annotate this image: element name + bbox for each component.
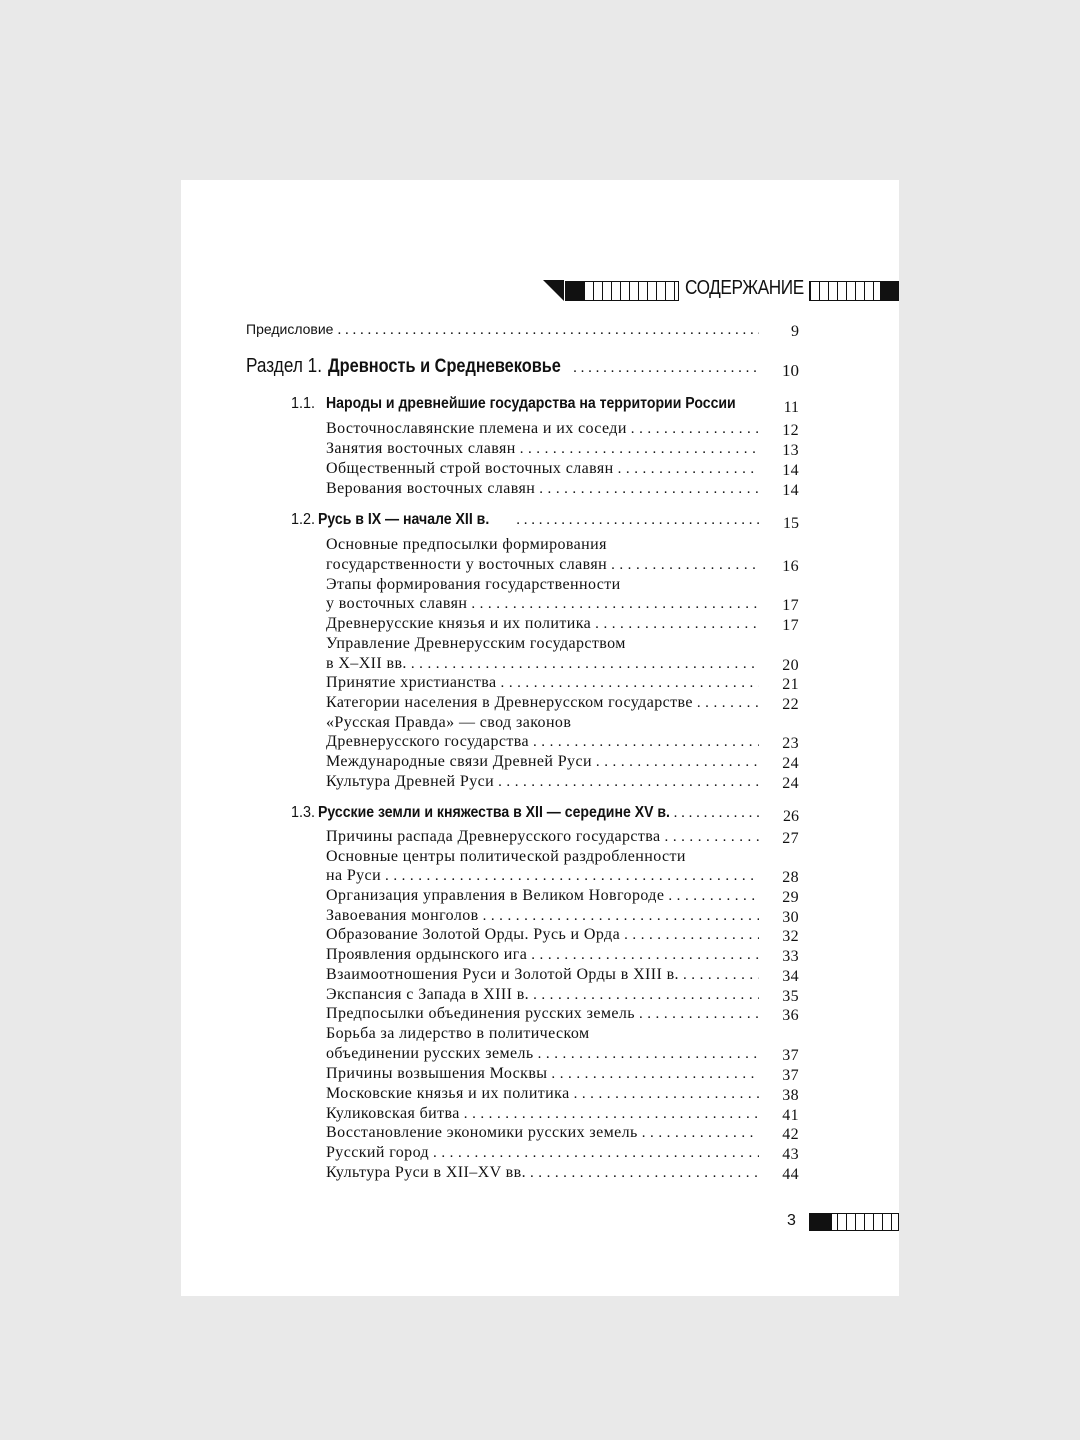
dot-leader [697, 695, 759, 712]
toc-entry-title: на Руси [326, 867, 382, 884]
toc-entry[interactable] [326, 1105, 799, 1125]
toc-page-number: 30 [782, 909, 799, 926]
dot-leader [631, 421, 759, 438]
toc-entry-title: Древнерусского государства [326, 733, 529, 750]
dot-leader [624, 927, 759, 944]
toc-entry[interactable] [326, 867, 799, 887]
toc-entry[interactable] [326, 1164, 799, 1184]
toc-page-number: 9 [791, 323, 799, 340]
header-left-bar-ornament [565, 281, 679, 301]
dot-leader [639, 1006, 759, 1023]
toc-page-number: 15 [783, 515, 799, 532]
dot-leader [385, 868, 759, 885]
toc-entry-line1[interactable]: Этапы формирования государственности [326, 576, 621, 593]
toc-entry[interactable] [326, 615, 799, 635]
page-header [543, 277, 899, 302]
dot-leader [531, 947, 759, 964]
toc-section-1-3[interactable] [291, 804, 799, 826]
toc-section-number: 1.2. [291, 511, 316, 528]
toc-page-number: 11 [783, 399, 799, 416]
dot-leader [516, 512, 759, 529]
toc-entry-line1[interactable]: Основные предпосылки формирования [326, 536, 607, 553]
toc-preface[interactable] [246, 321, 799, 341]
toc-page-number: 24 [782, 775, 799, 792]
toc-page-number: 42 [782, 1126, 799, 1143]
toc-entry-line1[interactable]: «Русская Правда» — свод законов [326, 714, 572, 731]
toc-page-number: 14 [782, 462, 799, 479]
toc-entry[interactable] [326, 460, 799, 480]
toc-entry-line1[interactable]: Управление Древнерусским государством [326, 635, 626, 652]
toc-entry-title: Категории населения в Древнерусском государстве [326, 694, 693, 711]
toc-entry[interactable] [326, 480, 799, 500]
toc-page-number: 37 [782, 1047, 799, 1064]
toc-entry-title: Культура Древней Руси [326, 773, 495, 790]
toc-page-number: 17 [782, 597, 799, 614]
toc-entry-title: объединении русских земель [326, 1045, 534, 1062]
toc-entry[interactable] [326, 1045, 799, 1065]
toc-entry-title: Образование Золотой Орды. Русь и Орда [326, 926, 621, 943]
toc-part-number: Раздел 1. [246, 355, 322, 377]
toc-page-number: 44 [782, 1166, 799, 1183]
toc-entry-title: Завоевания монголов [326, 907, 479, 924]
toc-entry[interactable] [326, 733, 799, 753]
toc-section-1-1[interactable] [291, 395, 799, 417]
toc-entry[interactable] [326, 1124, 799, 1144]
toc-page-number: 37 [782, 1067, 799, 1084]
toc-entry[interactable] [326, 753, 799, 773]
dot-leader [596, 754, 759, 771]
toc-entry-title: Восстановление экономики русских земель [326, 1124, 638, 1141]
dot-leader [618, 461, 759, 478]
dot-leader [574, 1086, 759, 1103]
toc-page-number: 16 [782, 558, 799, 575]
toc-entry-title: Восточнославянские племена и их соседи [326, 420, 627, 437]
toc-entry-title: Проявления ордынского ига [326, 946, 528, 963]
toc-page-number: 34 [782, 968, 799, 985]
toc-page-number: 21 [782, 676, 799, 693]
toc-page-number: 20 [782, 657, 799, 674]
toc-page-number: 24 [782, 755, 799, 772]
dot-leader [433, 1145, 759, 1162]
toc-entry[interactable] [326, 966, 799, 986]
toc-section-number: 1.1. [291, 395, 316, 412]
toc-page-number: 13 [782, 442, 799, 459]
toc-entry-title: Верования восточных славян [326, 480, 536, 497]
toc-entry[interactable] [326, 440, 799, 460]
toc-entry-title: государственности у восточных славян [326, 556, 608, 573]
page-footer [787, 1212, 899, 1232]
toc-entry-title: Предпосылки объединения русских земель [326, 1005, 635, 1022]
dot-leader [573, 360, 759, 377]
toc-entry-line1[interactable]: Борьба за лидерство в политическом [326, 1025, 590, 1042]
dot-leader [551, 1066, 759, 1083]
toc-entry-title: Принятие христианства [326, 674, 497, 691]
dot-leader [411, 656, 759, 673]
toc-entry[interactable] [326, 595, 799, 615]
toc-page-number: 26 [783, 808, 799, 825]
toc-part-1[interactable] [246, 355, 799, 381]
toc-page-number: 29 [782, 889, 799, 906]
toc-entry-title: Русский город [326, 1144, 430, 1161]
dot-leader [530, 1165, 759, 1182]
toc-entry-title: Международные связи Древней Руси [326, 753, 592, 770]
toc-section-title: Русь в IX — начале XII в. [317, 511, 489, 528]
toc-entry-title: у восточных славян [326, 595, 468, 612]
dot-leader [533, 987, 759, 1004]
toc-page-number: 38 [782, 1087, 799, 1104]
toc-part-title: Древность и Средневековье [328, 356, 562, 377]
toc-page-number: 28 [782, 869, 799, 886]
dot-leader [668, 888, 759, 905]
footer-bar-ornament [809, 1213, 899, 1231]
toc-page-number: 14 [782, 482, 799, 499]
dot-leader [642, 1125, 759, 1142]
toc-entry[interactable] [326, 420, 799, 440]
toc-entry-title: Взаимоотношения Руси и Золотой Орды в XIII в. [326, 966, 679, 983]
toc-preface-label: Предисловие [246, 321, 334, 337]
toc-entry-title: Московские князья и их политика [326, 1085, 570, 1102]
toc-entry-title: Занятия восточных славян [326, 440, 516, 457]
toc-entry[interactable] [326, 907, 799, 927]
toc-entry[interactable] [326, 773, 799, 793]
toc-entry-title: Причины распада Древнерусского государства [326, 828, 661, 845]
dot-leader [674, 805, 759, 822]
dot-leader [337, 322, 759, 339]
dot-leader [611, 557, 759, 574]
toc-page-number: 32 [782, 928, 799, 945]
toc-page-number: 36 [782, 1007, 799, 1024]
toc-section-number: 1.3. [291, 804, 316, 821]
dot-leader [665, 829, 759, 846]
toc-entry-title: в X–XII вв. [326, 655, 407, 672]
toc-entry[interactable] [326, 674, 799, 694]
toc-entry[interactable] [326, 1085, 799, 1105]
dot-leader [595, 616, 759, 633]
book-page [181, 180, 899, 1296]
toc-entry-title: Древнерусские князья и их политика [326, 615, 592, 632]
dot-leader [501, 675, 759, 692]
toc-entry-title: Причины возвышения Москвы [326, 1065, 548, 1082]
dot-leader [483, 908, 759, 925]
toc-page-number: 27 [782, 830, 799, 847]
toc-page-number: 23 [782, 735, 799, 752]
toc-page-number: 43 [782, 1146, 799, 1163]
toc-entry[interactable] [326, 946, 799, 966]
toc-entry[interactable] [326, 694, 799, 714]
page-title: СОДЕРЖАНИЕ [685, 277, 804, 299]
header-right-bar-ornament [809, 281, 899, 301]
toc-page-number: 10 [782, 361, 799, 380]
toc-section-1-2[interactable] [291, 511, 799, 533]
toc-page-number: 33 [782, 948, 799, 965]
toc-entry[interactable] [326, 1144, 799, 1164]
toc-entry[interactable] [326, 887, 799, 907]
toc-entry[interactable] [326, 655, 799, 675]
dot-leader [498, 774, 759, 791]
toc-entry-title: Общественный строй восточных славян [326, 460, 614, 477]
toc-page-number: 35 [782, 988, 799, 1005]
toc-page-number: 41 [782, 1107, 799, 1124]
dot-leader [464, 1106, 759, 1123]
toc-entry-title: Организация управления в Великом Новгороде [326, 887, 665, 904]
toc-page-number: 12 [782, 422, 799, 439]
toc-entry[interactable] [326, 828, 799, 848]
dot-leader [533, 734, 759, 751]
dot-leader [683, 967, 759, 984]
dot-leader [539, 481, 759, 498]
toc-entry-line1[interactable]: Основные центры политической раздробленности [326, 848, 686, 865]
toc-entry-title: Куликовская битва [326, 1105, 460, 1122]
header-triangle-ornament [543, 280, 564, 301]
dot-leader [538, 1046, 759, 1063]
toc-entry[interactable] [326, 1005, 799, 1025]
dot-leader [471, 596, 759, 613]
toc-entry[interactable] [326, 556, 799, 576]
toc-entry-title: Культура Руси в XII–XV вв. [326, 1164, 526, 1181]
toc-page-number: 17 [782, 617, 799, 634]
toc-page-number: 22 [782, 696, 799, 713]
toc-section-title: Народы и древнейшие государства на территории России [326, 395, 736, 412]
toc-entry[interactable] [326, 986, 799, 1006]
page-number: 3 [787, 1212, 796, 1229]
toc-entry[interactable] [326, 1065, 799, 1085]
dot-leader [520, 441, 759, 458]
toc-entry-title: Экспансия с Запада в XIII в. [326, 986, 530, 1003]
toc-section-title: Русские земли и княжества в XII — середине XV в. [317, 804, 670, 821]
toc-entry[interactable] [326, 926, 799, 946]
